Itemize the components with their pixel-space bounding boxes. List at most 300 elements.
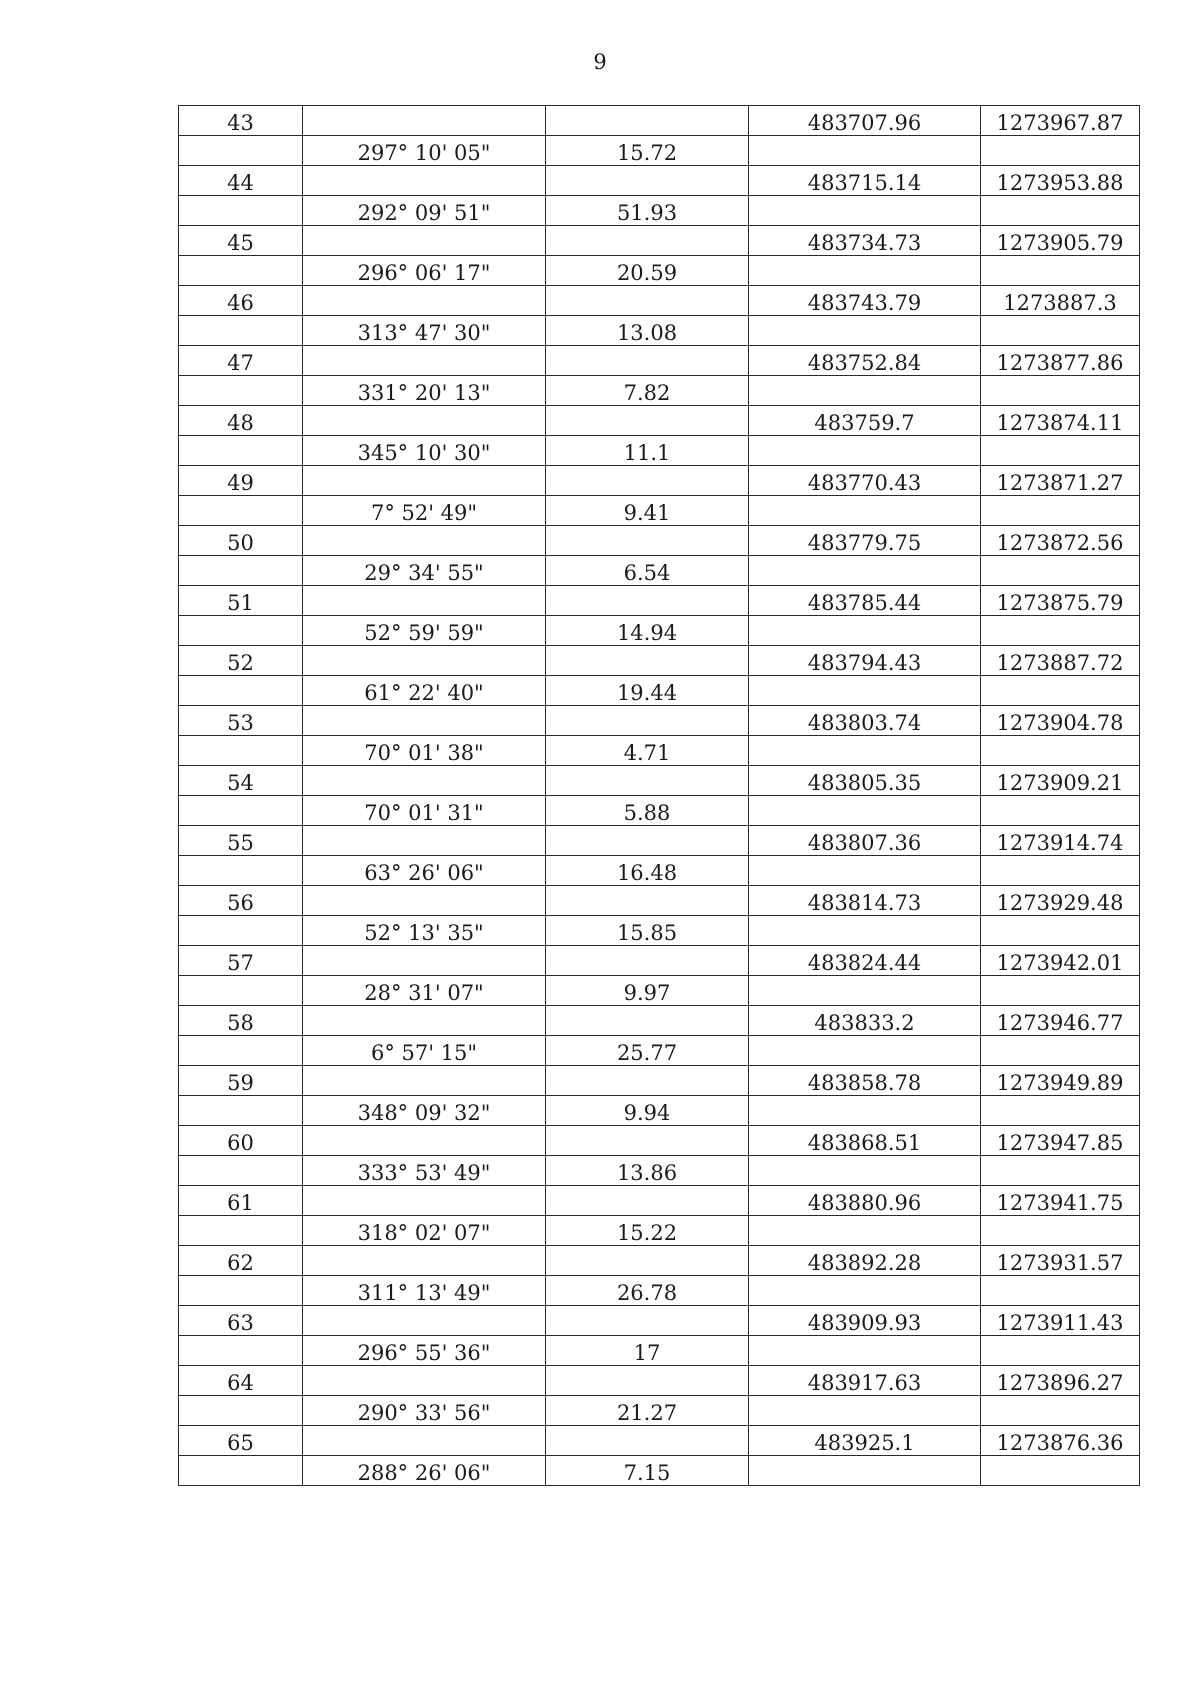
point-number-cell bbox=[179, 886, 303, 916]
empty-x-cell bbox=[749, 1396, 981, 1426]
empty-y-cell bbox=[981, 376, 1140, 406]
y-coordinate-cell bbox=[981, 946, 1140, 976]
point-row bbox=[179, 886, 1140, 916]
empty-y-cell bbox=[981, 436, 1140, 466]
distance-text: 9.94 bbox=[623, 1101, 671, 1125]
empty-y-cell bbox=[981, 856, 1140, 886]
distance-cell bbox=[546, 616, 749, 646]
distance-text: 9.41 bbox=[623, 501, 671, 525]
segment-row bbox=[179, 1096, 1140, 1126]
empty-number-cell bbox=[179, 676, 303, 706]
bearing-cell bbox=[303, 556, 546, 586]
segment-row bbox=[179, 1036, 1140, 1066]
empty-x-cell bbox=[749, 1216, 981, 1246]
empty-number-cell bbox=[179, 496, 303, 526]
empty-distance-cell bbox=[546, 1306, 749, 1336]
bearing-text: 297° 10' 05" bbox=[357, 141, 491, 165]
point-number-cell bbox=[179, 1246, 303, 1276]
empty-distance-cell bbox=[546, 286, 749, 316]
empty-bearing-cell bbox=[303, 1186, 546, 1216]
empty-x-cell bbox=[749, 1276, 981, 1306]
point-number-text: 43 bbox=[227, 111, 254, 135]
bearing-cell bbox=[303, 976, 546, 1006]
distance-text: 15.22 bbox=[616, 1221, 678, 1245]
point-number-cell bbox=[179, 1066, 303, 1096]
y-coordinate-cell bbox=[981, 1306, 1140, 1336]
distance-cell bbox=[546, 196, 749, 226]
segment-row bbox=[179, 856, 1140, 886]
empty-number-cell bbox=[179, 196, 303, 226]
y-coordinate-cell bbox=[981, 1006, 1140, 1036]
segment-row bbox=[179, 436, 1140, 466]
point-row bbox=[179, 586, 1140, 616]
bearing-cell bbox=[303, 256, 546, 286]
point-number-cell bbox=[179, 646, 303, 676]
point-row bbox=[179, 286, 1140, 316]
bearing-cell bbox=[303, 676, 546, 706]
point-row bbox=[179, 466, 1140, 496]
point-row bbox=[179, 1246, 1140, 1276]
segment-row bbox=[179, 196, 1140, 226]
distance-cell bbox=[546, 496, 749, 526]
bearing-text: 296° 06' 17" bbox=[357, 261, 491, 285]
y-coordinate-cell bbox=[981, 1426, 1140, 1456]
y-coordinate-cell bbox=[981, 1186, 1140, 1216]
bearing-cell bbox=[303, 1456, 546, 1486]
empty-number-cell bbox=[179, 436, 303, 466]
x-coordinate-text: 483833.2 bbox=[814, 1011, 915, 1035]
empty-bearing-cell bbox=[303, 826, 546, 856]
point-number-text: 61 bbox=[227, 1191, 254, 1215]
point-number-text: 46 bbox=[227, 291, 254, 315]
point-number-cell bbox=[179, 826, 303, 856]
bearing-text: 63° 26' 06" bbox=[364, 861, 484, 885]
empty-x-cell bbox=[749, 1096, 981, 1126]
empty-x-cell bbox=[749, 256, 981, 286]
point-number-cell bbox=[179, 706, 303, 736]
point-number-cell bbox=[179, 226, 303, 256]
point-row bbox=[179, 1366, 1140, 1396]
empty-number-cell bbox=[179, 736, 303, 766]
point-number-cell bbox=[179, 406, 303, 436]
y-coordinate-text: 1273949.89 bbox=[996, 1071, 1124, 1095]
empty-distance-cell bbox=[546, 1186, 749, 1216]
empty-y-cell bbox=[981, 136, 1140, 166]
empty-distance-cell bbox=[546, 946, 749, 976]
empty-x-cell bbox=[749, 1156, 981, 1186]
y-coordinate-cell bbox=[981, 226, 1140, 256]
bearing-cell bbox=[303, 136, 546, 166]
y-coordinate-text: 1273875.79 bbox=[996, 591, 1124, 615]
x-coordinate-cell bbox=[749, 166, 981, 196]
point-number-text: 45 bbox=[227, 231, 254, 255]
coordinates-table bbox=[178, 105, 1140, 1486]
x-coordinate-cell bbox=[749, 1306, 981, 1336]
distance-text: 7.15 bbox=[623, 1461, 671, 1485]
empty-bearing-cell bbox=[303, 706, 546, 736]
distance-cell bbox=[546, 796, 749, 826]
y-coordinate-text: 1273896.27 bbox=[996, 1371, 1124, 1395]
empty-distance-cell bbox=[546, 766, 749, 796]
point-row bbox=[179, 226, 1140, 256]
empty-bearing-cell bbox=[303, 406, 546, 436]
x-coordinate-text: 483858.78 bbox=[807, 1071, 922, 1095]
x-coordinate-cell bbox=[749, 586, 981, 616]
distance-text: 21.27 bbox=[616, 1401, 678, 1425]
x-coordinate-cell bbox=[749, 106, 981, 136]
point-number-cell bbox=[179, 106, 303, 136]
x-coordinate-cell bbox=[749, 826, 981, 856]
x-coordinate-cell bbox=[749, 466, 981, 496]
empty-y-cell bbox=[981, 676, 1140, 706]
segment-row bbox=[179, 1396, 1140, 1426]
point-number-text: 55 bbox=[227, 831, 254, 855]
point-number-cell bbox=[179, 1306, 303, 1336]
empty-y-cell bbox=[981, 1396, 1140, 1426]
x-coordinate-cell bbox=[749, 1066, 981, 1096]
x-coordinate-text: 483925.1 bbox=[814, 1431, 915, 1455]
bearing-cell bbox=[303, 1276, 546, 1306]
bearing-text: 331° 20' 13" bbox=[357, 381, 491, 405]
x-coordinate-cell bbox=[749, 766, 981, 796]
y-coordinate-text: 1273872.56 bbox=[996, 531, 1124, 555]
x-coordinate-cell bbox=[749, 886, 981, 916]
point-number-cell bbox=[179, 1366, 303, 1396]
x-coordinate-text: 483715.14 bbox=[807, 171, 922, 195]
point-number-text: 52 bbox=[227, 651, 254, 675]
point-row bbox=[179, 346, 1140, 376]
bearing-text: 333° 53' 49" bbox=[357, 1161, 491, 1185]
y-coordinate-text: 1273887.3 bbox=[1003, 291, 1117, 315]
empty-bearing-cell bbox=[303, 1426, 546, 1456]
empty-distance-cell bbox=[546, 106, 749, 136]
empty-number-cell bbox=[179, 976, 303, 1006]
x-coordinate-cell bbox=[749, 1426, 981, 1456]
x-coordinate-cell bbox=[749, 286, 981, 316]
distance-text: 13.08 bbox=[616, 321, 678, 345]
point-number-text: 48 bbox=[227, 411, 254, 435]
empty-x-cell bbox=[749, 196, 981, 226]
empty-distance-cell bbox=[546, 466, 749, 496]
distance-cell bbox=[546, 136, 749, 166]
distance-text: 13.86 bbox=[616, 1161, 678, 1185]
y-coordinate-cell bbox=[981, 526, 1140, 556]
bearing-text: 28° 31' 07" bbox=[364, 981, 484, 1005]
segment-row bbox=[179, 976, 1140, 1006]
bearing-text: 345° 10' 30" bbox=[357, 441, 491, 465]
distance-cell bbox=[546, 436, 749, 466]
point-number-cell bbox=[179, 466, 303, 496]
segment-row bbox=[179, 316, 1140, 346]
point-number-cell bbox=[179, 1426, 303, 1456]
bearing-cell bbox=[303, 1216, 546, 1246]
y-coordinate-text: 1273931.57 bbox=[996, 1251, 1124, 1275]
empty-y-cell bbox=[981, 316, 1140, 346]
distance-cell bbox=[546, 1216, 749, 1246]
empty-number-cell bbox=[179, 1336, 303, 1366]
distance-cell bbox=[546, 316, 749, 346]
empty-bearing-cell bbox=[303, 646, 546, 676]
empty-distance-cell bbox=[546, 226, 749, 256]
empty-bearing-cell bbox=[303, 226, 546, 256]
bearing-cell bbox=[303, 1396, 546, 1426]
empty-bearing-cell bbox=[303, 1366, 546, 1396]
y-coordinate-cell bbox=[981, 346, 1140, 376]
empty-bearing-cell bbox=[303, 1246, 546, 1276]
x-coordinate-text: 483814.73 bbox=[807, 891, 922, 915]
empty-bearing-cell bbox=[303, 886, 546, 916]
empty-y-cell bbox=[981, 1096, 1140, 1126]
empty-bearing-cell bbox=[303, 766, 546, 796]
bearing-text: 29° 34' 55" bbox=[364, 561, 484, 585]
empty-x-cell bbox=[749, 736, 981, 766]
bearing-text: 311° 13' 49" bbox=[357, 1281, 491, 1305]
segment-row bbox=[179, 916, 1140, 946]
segment-row bbox=[179, 1456, 1140, 1486]
x-coordinate-cell bbox=[749, 406, 981, 436]
point-row bbox=[179, 166, 1140, 196]
segment-row bbox=[179, 1216, 1140, 1246]
empty-number-cell bbox=[179, 916, 303, 946]
x-coordinate-cell bbox=[749, 1006, 981, 1036]
distance-text: 11.1 bbox=[623, 441, 671, 465]
bearing-text: 288° 26' 06" bbox=[357, 1461, 491, 1485]
y-coordinate-text: 1273904.78 bbox=[996, 711, 1124, 735]
y-coordinate-cell bbox=[981, 706, 1140, 736]
bearing-text: 70° 01' 31" bbox=[364, 801, 484, 825]
point-row bbox=[179, 1126, 1140, 1156]
empty-x-cell bbox=[749, 1336, 981, 1366]
empty-bearing-cell bbox=[303, 1006, 546, 1036]
point-number-cell bbox=[179, 1186, 303, 1216]
empty-number-cell bbox=[179, 376, 303, 406]
empty-y-cell bbox=[981, 1216, 1140, 1246]
distance-text: 4.71 bbox=[623, 741, 671, 765]
distance-text: 17 bbox=[633, 1341, 661, 1365]
distance-text: 15.72 bbox=[616, 141, 678, 165]
x-coordinate-text: 483707.96 bbox=[807, 111, 922, 135]
point-number-text: 60 bbox=[227, 1131, 254, 1155]
bearing-cell bbox=[303, 1336, 546, 1366]
empty-x-cell bbox=[749, 616, 981, 646]
empty-number-cell bbox=[179, 1036, 303, 1066]
empty-y-cell bbox=[981, 1276, 1140, 1306]
distance-text: 26.78 bbox=[616, 1281, 678, 1305]
distance-cell bbox=[546, 736, 749, 766]
distance-cell bbox=[546, 376, 749, 406]
empty-bearing-cell bbox=[303, 466, 546, 496]
empty-distance-cell bbox=[546, 1066, 749, 1096]
y-coordinate-text: 1273877.86 bbox=[996, 351, 1124, 375]
segment-row bbox=[179, 136, 1140, 166]
empty-x-cell bbox=[749, 436, 981, 466]
bearing-text: 7° 52' 49" bbox=[370, 501, 478, 525]
y-coordinate-text: 1273905.79 bbox=[996, 231, 1124, 255]
distance-text: 9.97 bbox=[623, 981, 671, 1005]
distance-cell bbox=[546, 1036, 749, 1066]
distance-text: 5.88 bbox=[623, 801, 671, 825]
empty-distance-cell bbox=[546, 826, 749, 856]
point-number-text: 58 bbox=[227, 1011, 254, 1035]
bearing-cell bbox=[303, 856, 546, 886]
empty-x-cell bbox=[749, 1036, 981, 1066]
x-coordinate-text: 483794.43 bbox=[807, 651, 922, 675]
empty-number-cell bbox=[179, 1276, 303, 1306]
point-row bbox=[179, 1006, 1140, 1036]
point-row bbox=[179, 1426, 1140, 1456]
point-number-text: 44 bbox=[227, 171, 254, 195]
y-coordinate-cell bbox=[981, 166, 1140, 196]
y-coordinate-text: 1273946.77 bbox=[996, 1011, 1124, 1035]
y-coordinate-cell bbox=[981, 1066, 1140, 1096]
point-number-text: 59 bbox=[227, 1071, 254, 1095]
empty-y-cell bbox=[981, 496, 1140, 526]
empty-distance-cell bbox=[546, 586, 749, 616]
empty-bearing-cell bbox=[303, 1126, 546, 1156]
empty-y-cell bbox=[981, 616, 1140, 646]
segment-row bbox=[179, 1156, 1140, 1186]
point-number-cell bbox=[179, 1126, 303, 1156]
y-coordinate-cell bbox=[981, 106, 1140, 136]
empty-y-cell bbox=[981, 1036, 1140, 1066]
point-number-cell bbox=[179, 286, 303, 316]
page-number: 9 bbox=[593, 50, 607, 74]
empty-distance-cell bbox=[546, 1126, 749, 1156]
x-coordinate-text: 483892.28 bbox=[807, 1251, 922, 1275]
point-number-cell bbox=[179, 526, 303, 556]
x-coordinate-text: 483909.93 bbox=[807, 1311, 922, 1335]
point-number-text: 47 bbox=[227, 351, 254, 375]
point-number-text: 53 bbox=[227, 711, 254, 735]
distance-cell bbox=[546, 1096, 749, 1126]
empty-y-cell bbox=[981, 736, 1140, 766]
segment-row bbox=[179, 676, 1140, 706]
empty-number-cell bbox=[179, 556, 303, 586]
empty-distance-cell bbox=[546, 706, 749, 736]
point-row bbox=[179, 106, 1140, 136]
bearing-cell bbox=[303, 616, 546, 646]
x-coordinate-cell bbox=[749, 946, 981, 976]
bearing-text: 292° 09' 51" bbox=[357, 201, 491, 225]
y-coordinate-text: 1273876.36 bbox=[996, 1431, 1124, 1455]
segment-row bbox=[179, 736, 1140, 766]
bearing-cell bbox=[303, 796, 546, 826]
x-coordinate-text: 483759.7 bbox=[814, 411, 915, 435]
bearing-cell bbox=[303, 316, 546, 346]
y-coordinate-cell bbox=[981, 1126, 1140, 1156]
empty-y-cell bbox=[981, 1336, 1140, 1366]
x-coordinate-cell bbox=[749, 1186, 981, 1216]
y-coordinate-text: 1273871.27 bbox=[996, 471, 1124, 495]
segment-row bbox=[179, 256, 1140, 286]
empty-number-cell bbox=[179, 1156, 303, 1186]
point-number-cell bbox=[179, 766, 303, 796]
distance-text: 7.82 bbox=[623, 381, 671, 405]
bearing-cell bbox=[303, 376, 546, 406]
distance-cell bbox=[546, 676, 749, 706]
bearing-text: 52° 59' 59" bbox=[364, 621, 484, 645]
x-coordinate-cell bbox=[749, 646, 981, 676]
point-number-text: 64 bbox=[227, 1371, 254, 1395]
empty-bearing-cell bbox=[303, 1066, 546, 1096]
x-coordinate-text: 483824.44 bbox=[807, 951, 922, 975]
distance-text: 20.59 bbox=[616, 261, 678, 285]
distance-cell bbox=[546, 916, 749, 946]
bearing-text: 70° 01' 38" bbox=[364, 741, 484, 765]
distance-text: 6.54 bbox=[623, 561, 671, 585]
y-coordinate-cell bbox=[981, 1366, 1140, 1396]
bearing-text: 6° 57' 15" bbox=[370, 1041, 478, 1065]
bearing-cell bbox=[303, 1156, 546, 1186]
y-coordinate-text: 1273953.88 bbox=[996, 171, 1124, 195]
distance-text: 25.77 bbox=[616, 1041, 678, 1065]
empty-x-cell bbox=[749, 136, 981, 166]
empty-y-cell bbox=[981, 256, 1140, 286]
bearing-text: 61° 22' 40" bbox=[364, 681, 484, 705]
segment-row bbox=[179, 496, 1140, 526]
point-number-text: 49 bbox=[227, 471, 254, 495]
point-number-text: 56 bbox=[227, 891, 254, 915]
distance-text: 16.48 bbox=[616, 861, 678, 885]
empty-x-cell bbox=[749, 916, 981, 946]
bearing-text: 313° 47' 30" bbox=[357, 321, 491, 345]
empty-bearing-cell bbox=[303, 586, 546, 616]
x-coordinate-text: 483803.74 bbox=[807, 711, 922, 735]
empty-number-cell bbox=[179, 616, 303, 646]
x-coordinate-text: 483880.96 bbox=[807, 1191, 922, 1215]
x-coordinate-cell bbox=[749, 1366, 981, 1396]
segment-row bbox=[179, 796, 1140, 826]
distance-cell bbox=[546, 976, 749, 1006]
point-number-text: 63 bbox=[227, 1311, 254, 1335]
empty-x-cell bbox=[749, 556, 981, 586]
x-coordinate-cell bbox=[749, 706, 981, 736]
y-coordinate-text: 1273911.43 bbox=[996, 1311, 1124, 1335]
y-coordinate-text: 1273947.85 bbox=[996, 1131, 1124, 1155]
empty-distance-cell bbox=[546, 646, 749, 676]
empty-distance-cell bbox=[546, 1006, 749, 1036]
empty-distance-cell bbox=[546, 166, 749, 196]
x-coordinate-text: 483734.73 bbox=[807, 231, 922, 255]
y-coordinate-cell bbox=[981, 646, 1140, 676]
empty-x-cell bbox=[749, 1456, 981, 1486]
point-number-cell bbox=[179, 166, 303, 196]
y-coordinate-cell bbox=[981, 766, 1140, 796]
point-number-text: 65 bbox=[227, 1431, 254, 1455]
distance-text: 14.94 bbox=[616, 621, 678, 645]
empty-distance-cell bbox=[546, 886, 749, 916]
empty-y-cell bbox=[981, 976, 1140, 1006]
y-coordinate-cell bbox=[981, 886, 1140, 916]
segment-row bbox=[179, 1336, 1140, 1366]
point-number-text: 54 bbox=[227, 771, 254, 795]
distance-cell bbox=[546, 256, 749, 286]
coordinates-table-container bbox=[178, 105, 1140, 1486]
point-row bbox=[179, 1186, 1140, 1216]
empty-number-cell bbox=[179, 1396, 303, 1426]
point-row bbox=[179, 946, 1140, 976]
point-row bbox=[179, 826, 1140, 856]
x-coordinate-cell bbox=[749, 346, 981, 376]
point-row bbox=[179, 1066, 1140, 1096]
empty-x-cell bbox=[749, 976, 981, 1006]
point-number-text: 51 bbox=[227, 591, 254, 615]
empty-distance-cell bbox=[546, 346, 749, 376]
distance-text: 19.44 bbox=[616, 681, 678, 705]
segment-row bbox=[179, 616, 1140, 646]
empty-y-cell bbox=[981, 796, 1140, 826]
empty-x-cell bbox=[749, 676, 981, 706]
